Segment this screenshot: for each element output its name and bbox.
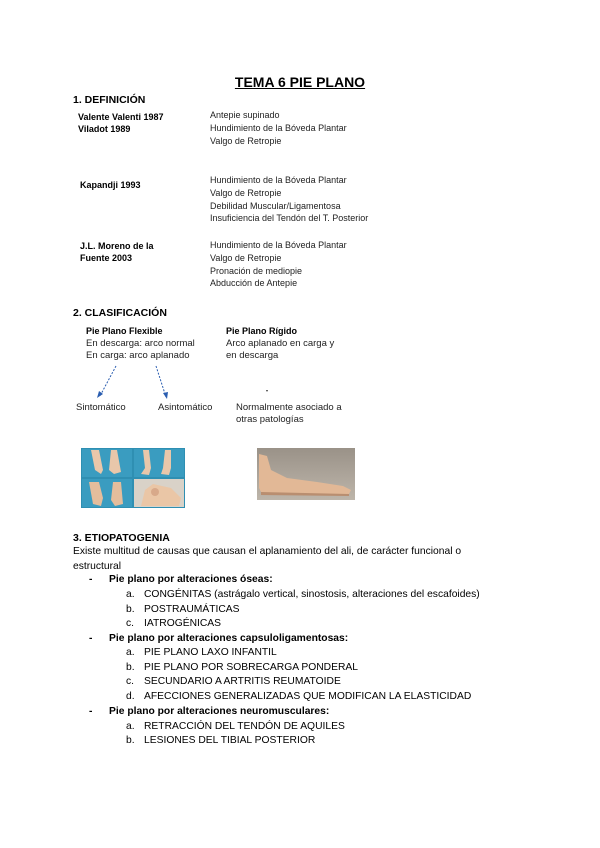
cause-group-capsuloligamentosas	[89, 633, 348, 644]
item-text: PIE PLANO LAXO INFANTIL	[144, 647, 277, 658]
outcome-normal-line: Normalmente asociado a	[236, 402, 342, 413]
item-text: CONGÉNITAS (astrágalo vertical, sinostosis, alteraciones del escafoides)	[144, 589, 480, 600]
cause-group-label: Pie plano por alteraciones neuromusculares:	[109, 706, 330, 717]
item-marker: c.	[126, 618, 135, 629]
rigid-line: en descarga	[226, 350, 279, 361]
cause-group-label: Pie plano por alteraciones óseas:	[109, 574, 273, 585]
definition-item: Antepie supinado	[210, 110, 280, 120]
outcome-normal	[236, 402, 342, 426]
definition-item: Valgo de Retropie	[210, 252, 282, 263]
arrow-head-icon	[163, 392, 168, 399]
author-name: Valente Valenti 1987	[78, 112, 164, 122]
section-heading-clasificacion: 2. CLASIFICACIÓN	[73, 307, 167, 319]
item-text: AFECCIONES GENERALIZADAS QUE MODIFICAN LA ELASTICIDAD	[144, 691, 472, 702]
etiopatogenia-intro	[73, 545, 461, 574]
outcome-normal-line: otras patologías	[236, 414, 304, 425]
cause-item	[126, 604, 240, 615]
definition-item: Hundimiento de la Bóveda Plantar	[210, 175, 347, 185]
definition-item: Insuficiencia del Tendón del T. Posterior	[210, 213, 369, 224]
cause-item	[126, 691, 471, 702]
author-name: Kapandji 1993	[80, 180, 141, 190]
item-text: SECUNDARIO A ARTRITIS REUMATOIDE	[144, 676, 341, 687]
definition-item: Debilidad Muscular/Ligamentosa	[210, 200, 341, 211]
definition-item: Pronación de mediopie	[210, 265, 303, 276]
item-text: LESIONES DEL TIBIAL POSTERIOR	[144, 735, 316, 746]
arrow-to-asintomatico	[156, 366, 166, 397]
definition-item: Abducción de Antepie	[210, 278, 298, 289]
arrow-to-sintomatico	[100, 366, 116, 396]
dash-bullet: -	[89, 706, 93, 717]
item-text: IATROGÉNICAS	[144, 618, 222, 629]
cause-item	[126, 735, 315, 746]
flexible-line: En descarga: arco normal	[86, 338, 195, 349]
item-marker: a.	[126, 647, 135, 658]
intro-line: Existe multitud de causas que causan el aplanamiento del ali, de carácter funcional o	[73, 546, 462, 557]
cause-group-oseas	[89, 574, 273, 585]
item-marker: d.	[126, 691, 135, 702]
intro-line: estructural	[73, 560, 122, 572]
item-text: RETRACCIÓN DEL TENDÓN DE AQUILES	[144, 721, 345, 732]
cause-item	[126, 647, 277, 658]
rigid-title: Pie Plano Rígido	[226, 326, 298, 336]
cause-item	[126, 721, 345, 732]
section-heading-etiopatogenia: 3. ETIOPATOGENIA	[73, 532, 170, 544]
definition-item: Valgo de Retropie	[210, 135, 282, 146]
author-name: Viladot 1989	[78, 124, 131, 134]
cause-item	[126, 662, 358, 673]
cause-item	[126, 618, 221, 629]
item-marker: a.	[126, 589, 135, 600]
small-arrow-icon	[266, 390, 268, 392]
rigid-flatfoot-photo	[257, 448, 355, 500]
cause-item	[126, 589, 480, 600]
photo-panel	[82, 449, 132, 477]
flexible-line: En carga: arco aplanado	[86, 350, 190, 361]
item-marker: a.	[126, 721, 135, 732]
cause-item	[126, 676, 341, 687]
rigid-line: Arco aplanado en carga y	[226, 338, 335, 349]
outcome-sintomatico: Sintomático	[76, 402, 126, 413]
classification-arrows	[0, 0, 600, 420]
photo-panel	[134, 449, 184, 477]
cause-group-label: Pie plano por alteraciones capsuloligamentosas:	[109, 633, 349, 644]
item-text: POSTRAUMÁTICAS	[144, 604, 240, 615]
section-heading-definicion: 1. DEFINICIÓN	[73, 94, 146, 106]
dash-bullet: -	[89, 574, 93, 585]
page-title: TEMA 6 PIE PLANO	[234, 74, 366, 90]
outcome-asintomatico: Asintomático	[158, 402, 213, 413]
author-name: Fuente 2003	[80, 253, 133, 263]
item-marker: c.	[126, 676, 135, 687]
flexible-title: Pie Plano Flexible	[86, 326, 163, 336]
item-marker: b.	[126, 735, 135, 746]
flatfoot-photo-grid	[81, 448, 185, 508]
definition-item: Hundimiento de la Bóveda Plantar	[210, 122, 347, 133]
dash-bullet: -	[89, 633, 93, 644]
author-name: J.L. Moreno de la	[80, 241, 154, 251]
definition-item: Hundimiento de la Bóveda Plantar	[210, 240, 347, 250]
item-marker: b.	[126, 662, 135, 673]
item-marker: b.	[126, 604, 135, 615]
item-text: PIE PLANO POR SOBRECARGA PONDERAL	[144, 662, 359, 673]
definition-item: Valgo de Retropie	[210, 187, 282, 198]
cause-group-neuromusculares	[89, 706, 329, 717]
